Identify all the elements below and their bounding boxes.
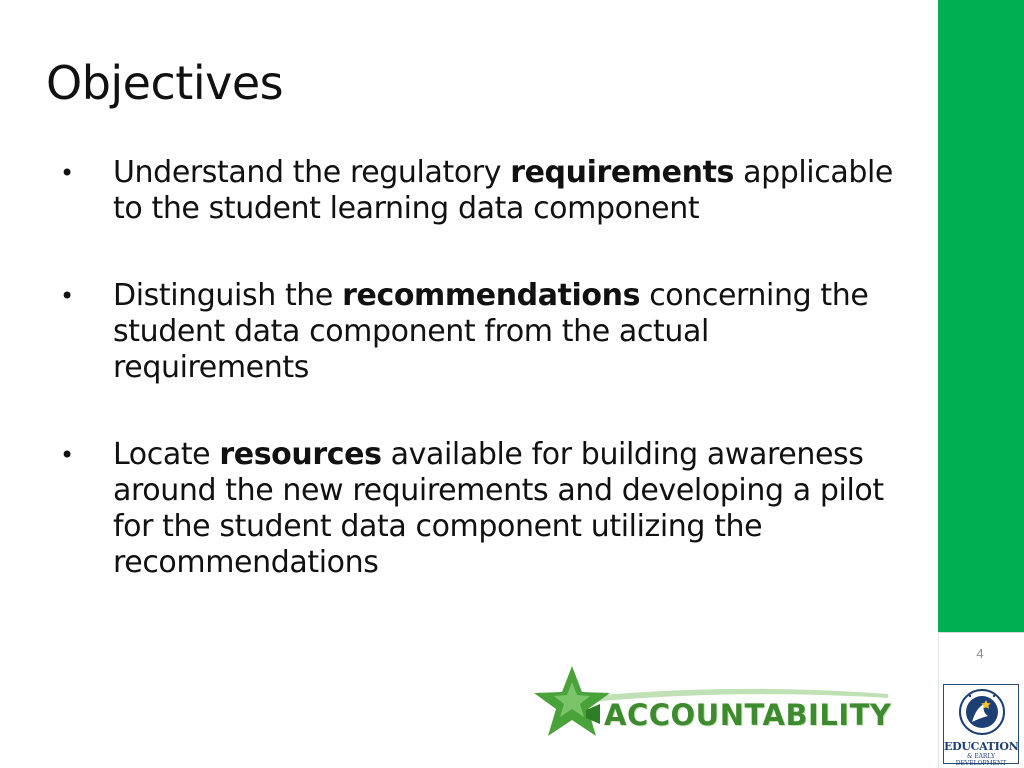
bullet-icon: •: [60, 441, 74, 469]
education-logo: [943, 684, 1019, 767]
objective-item-2: [56, 278, 896, 386]
alaska-education-seal-icon: [958, 688, 1006, 738]
bullet-icon: •: [60, 159, 74, 187]
objective-text: available for building awareness around the new requirements and developing a pilot for the student data component utilizing the recommendations: [113, 437, 884, 580]
objective-emphasis: recommendations: [342, 278, 641, 313]
sidebar-edge: [938, 632, 939, 768]
objective-text: concerning the student data component from the actual requirements: [113, 278, 869, 385]
accountability-logo: [526, 664, 890, 744]
objective-item-1: [56, 155, 896, 227]
slide-title: Objectives: [46, 56, 284, 110]
objective-item-3: [56, 437, 896, 581]
objective-emphasis: requirements: [510, 155, 734, 190]
objective-text: Locate: [113, 437, 220, 472]
objective-emphasis: resources: [219, 437, 382, 472]
objective-text: applicable to the student learning data component: [113, 155, 893, 226]
accountability-wordmark: ACCOUNTABILITY: [604, 698, 892, 732]
objectives-list: [56, 155, 896, 581]
objective-text: Distinguish the: [113, 278, 343, 313]
sidebar-divider: [938, 632, 1024, 633]
page-number: 4: [976, 646, 984, 661]
education-wordmark: EDUCATION: [944, 740, 1019, 753]
sidebar-accent-bar: [938, 0, 1024, 632]
education-subtitle: & EARLY DEVELOPMENT: [955, 753, 1007, 767]
bullet-icon: •: [60, 282, 74, 310]
objective-text: Understand the regulatory: [113, 155, 511, 190]
